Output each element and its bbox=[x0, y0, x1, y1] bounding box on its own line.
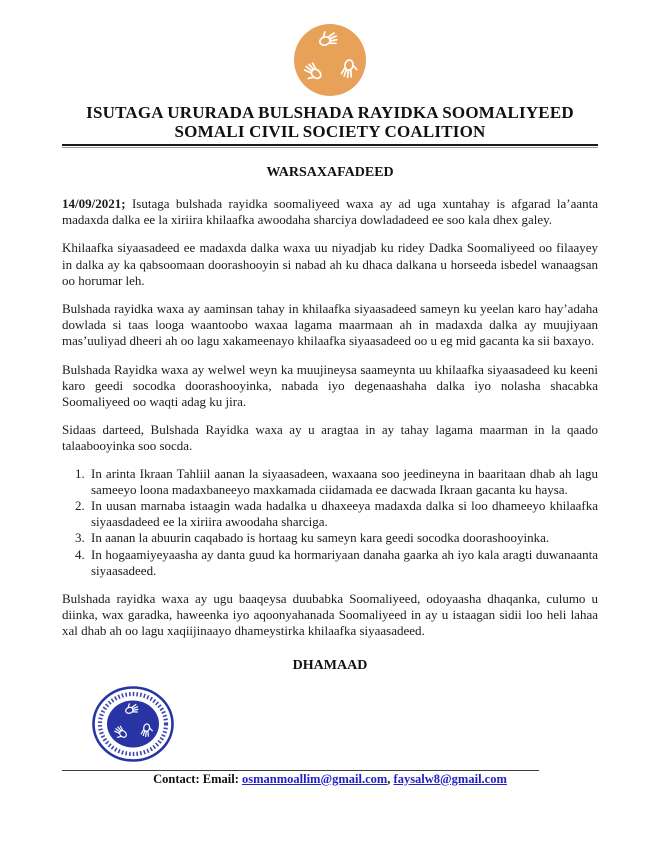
header-divider bbox=[62, 144, 598, 148]
email-link-2[interactable]: faysalw8@gmail.com bbox=[393, 771, 507, 786]
paragraph-closing: Bulshada rayidka waxa ay ugu baaqeysa duubabka Soomaliyeed, odoyaasha dhaqanka, culumo u diinka, wax garadka, haweenka iyo aqoonyahanada Soomaliyeed in ay u istaagan sidii loo heli lahaa xal dhab ah oo lagu xaqiijinaayo dhameystirka khilaafka siyaasadeed. bbox=[62, 591, 598, 639]
footer-divider bbox=[62, 770, 539, 771]
email-link-1[interactable]: osmanmoallim@gmail.com bbox=[241, 771, 388, 786]
document-header bbox=[62, 24, 598, 148]
list-item: 4. In hogaamiyeyaasha ay danta guud ka hormariyaan danaha gaarka ah iyo kala aragti duwanaanta siyaasadeed. bbox=[88, 547, 598, 579]
paragraph: Sidaas darteed, Bulshada Rayidka waxa ay u aragtaa in ay tahay lagama maarman in la qaado talaabooyinka soo socda. bbox=[62, 422, 598, 454]
document-heading: WARSAXAFADEED bbox=[266, 165, 394, 180]
document-date: 14/09/2021; bbox=[62, 196, 126, 211]
paragraph-intro bbox=[62, 196, 598, 228]
coalition-seal-icon bbox=[92, 686, 174, 762]
coalition-logo bbox=[62, 24, 598, 96]
org-name-english: SOMALI CIVIL SOCIETY COALITION bbox=[174, 122, 486, 141]
paragraph: Bulshada Rayidka waxa ay welwel weyn ka muujineysa saameynta uu khilaafka siyaasadeed ku keeni karo geedi socodka doorashooyinka, nabada iyo degenaashaha dalka iyo nolasha shacabka Soomaliyeed oo waqti adag ku jira. bbox=[62, 361, 598, 410]
hands-unity-icon bbox=[294, 24, 366, 96]
list-item: 3. In aanan la abuurin caqabado is hortaag ku sameyn kara geedi socodka doorashooyinka. bbox=[88, 530, 598, 546]
email-separator: , bbox=[387, 771, 394, 786]
list-item: 2. In uusan marnaba istaagin wada hadalka u dhaxeeya madaxda dalka si loo dhameeyo khilaafka siyaasdadeed ee la xiriira awoodaha sharciga. bbox=[88, 498, 598, 530]
paragraph: Bulshada rayidka waxa ay aaminsan tahay in khilaafka siyaasadeed sameyn ku yeelan karo hay’adaha dowlada si taas looga waantoobo waxaa lagama maarmaan ah in madaxda dalka ay muujiyaan mas’uuliyad dheeri ah oo lagu xakameenayo khilaafka siyaasadeed oo u eg mid gacanta ka sii baxayo. bbox=[62, 301, 598, 349]
demands-list bbox=[62, 466, 598, 579]
document-body bbox=[62, 165, 598, 674]
coalition-seal bbox=[92, 686, 598, 762]
contact-line bbox=[62, 772, 598, 787]
end-marker: DHAMAAD bbox=[292, 657, 368, 673]
org-name-somali: ISUTAGA URURADA BULSHADA RAYIDKA SOOMALIYEED bbox=[86, 103, 574, 122]
list-item: 1. In arinta Ikraan Tahliil aanan la siyaasadeen, waxaana soo jeedineyna in baaritaan dhab ah lagu sameeyo loona madaxbaneeyo maxkamada ciidamada ee dacwada Ikraan gacanta ku haysa. bbox=[88, 466, 598, 498]
contact-label: Contact: Email: bbox=[153, 771, 239, 786]
paragraph: Khilaafka siyaasadeed ee madaxda dalka waxa uu niyadjab ku ridey Dadka Soomaliyeed oo filaayey in dalka ay ka qabsoomaan doorashooyin si nabad ah ku dhaca dalkana u horseeda isbedel wanaagsan oo horumar leh. bbox=[62, 240, 598, 288]
paragraph-intro-text: Isutaga bulshada rayidka soomaliyeed waxa ay ad uga xuntahay is afgarad la’aanta madaxda dalka ee la xiriira khilaafka awoodaha sharciya dowladadeed ee soo kala dhex galey. bbox=[62, 196, 598, 228]
document-footer bbox=[62, 686, 598, 787]
